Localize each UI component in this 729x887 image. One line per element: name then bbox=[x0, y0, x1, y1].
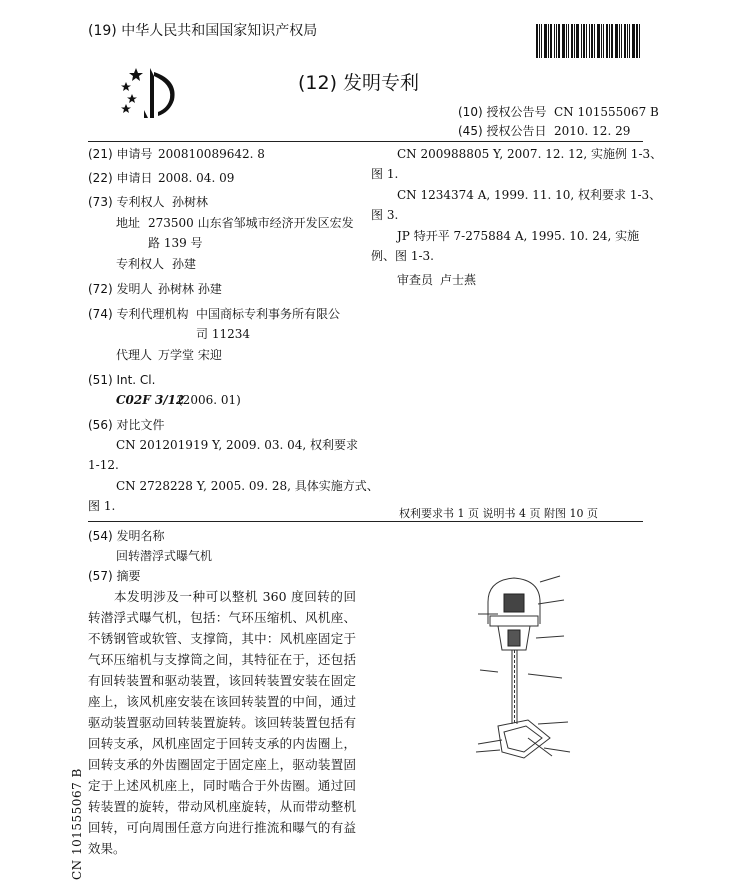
barcode-bar bbox=[603, 24, 604, 58]
side-publication-number: CN 101555067 B bbox=[70, 768, 84, 880]
barcode-bar bbox=[619, 24, 620, 58]
barcode-bar bbox=[574, 24, 575, 58]
barcode-bar bbox=[615, 24, 618, 58]
barcode-bar bbox=[571, 24, 573, 58]
examiner-label: 审查员 bbox=[397, 273, 434, 287]
motor-block bbox=[504, 594, 524, 612]
barcode-bar bbox=[591, 24, 593, 58]
page-counts: 权利要求书 1 页 说明书 4 页 附图 10 页 bbox=[399, 507, 598, 520]
reference-line: CN 201201919 Y, 2009. 03. 04, 权利要求 bbox=[116, 438, 358, 452]
barcode-bar bbox=[597, 24, 600, 58]
barcode-bar bbox=[568, 24, 569, 58]
document-type: (12) 发明专利 bbox=[298, 72, 420, 94]
barcode-bar bbox=[586, 24, 587, 58]
fan-base-rect bbox=[490, 616, 538, 626]
barcode-bar bbox=[554, 24, 555, 58]
reference-line: CN 2728228 Y, 2005. 09. 28, 具体实施方式、 bbox=[116, 479, 379, 493]
owner: 孙树林 bbox=[172, 195, 209, 209]
references-label: (56) 对比文件 bbox=[88, 418, 165, 432]
application-date: 2008. 04. 09 bbox=[158, 171, 235, 185]
barcode-bar bbox=[601, 24, 602, 58]
application-number: 200810089642. 8 bbox=[158, 147, 265, 161]
barcode-bar bbox=[581, 24, 582, 58]
barcode-bar bbox=[566, 24, 567, 58]
barcode-bar bbox=[594, 24, 595, 58]
cnipa-logo bbox=[118, 64, 190, 120]
barcode bbox=[536, 24, 642, 58]
inventors: 孙树林 孙建 bbox=[158, 282, 222, 296]
barcode-bar bbox=[562, 24, 565, 58]
barcode-bar bbox=[639, 24, 640, 58]
header-divider bbox=[88, 141, 643, 142]
barcode-bar bbox=[550, 24, 552, 58]
office-name: (19) 中华人民共和国国家知识产权局 bbox=[88, 23, 318, 39]
int-cl-year: (2006. 01) bbox=[178, 393, 241, 407]
barcode-bar bbox=[536, 24, 538, 58]
abstract-text: 本发明涉及一种可以整机 360 度回转的回转潜浮式曝气机，包括：气环压缩机、风机座、不锈钢管或软管、支撑筒，其中：风机座固定于气环压缩机与支撑筒之间，其特征在于，还包括有回转装置和驱动装置，该回转装置安装在固定座上，该风机座安装在该回转装置的中间，通过驱动装置驱动回转装置旋转。该回转装置包括有回转支承，风机座固定于回转支承的内齿圈上，回转支承的外齿圈固定于固定座上，驱动装置固定于上述风机座上，同时啮合于外齿圈。通过回转装置的旋转，带动风机座旋转，从而带动整机回转，可向周围任意方向进行推流和曝气的有益效果。 bbox=[88, 589, 356, 856]
address-label: 地址 bbox=[116, 216, 141, 230]
address-line-1: 273500 山东省邹城市经济开发区宏发 bbox=[148, 216, 354, 230]
publication-date: 2010. 12. 29 bbox=[554, 124, 631, 138]
reference-line: CN 200988805 Y, 2007. 12. 12, 实施例 1-3、 bbox=[397, 147, 663, 161]
second-owner: 孙建 bbox=[172, 257, 197, 271]
application-number-label: (21) 申请号 bbox=[88, 147, 153, 161]
publication-date-label: (45) 授权公告日 bbox=[458, 124, 547, 138]
inventor-label: (72) 发明人 bbox=[88, 282, 153, 296]
barcode-bar bbox=[621, 24, 622, 58]
agency-label: (74) 专利代理机构 bbox=[88, 307, 189, 321]
barcode-bar bbox=[556, 24, 557, 58]
barcode-bar bbox=[544, 24, 547, 58]
reference-line: 图 3. bbox=[371, 208, 399, 222]
reference-line: 图 1. bbox=[371, 167, 399, 181]
int-cl-code: C02F 3/12 bbox=[116, 393, 185, 407]
barcode-bar bbox=[636, 24, 638, 58]
barcode-bar bbox=[541, 24, 542, 58]
int-cl-label: (51) Int. Cl. bbox=[88, 373, 156, 387]
title-label: (54) 发明名称 bbox=[88, 529, 165, 543]
section-divider bbox=[88, 521, 643, 522]
barcode-bar bbox=[558, 24, 560, 58]
application-date-label: (22) 申请日 bbox=[88, 171, 153, 185]
aerator-drawing bbox=[468, 574, 592, 770]
publication-number: CN 101555067 B bbox=[554, 105, 659, 119]
barcode-bar bbox=[606, 24, 608, 58]
barcode-bar bbox=[632, 24, 635, 58]
publication-number-label: (10) 授权公告号 bbox=[458, 105, 547, 119]
agents: 万学堂 宋迎 bbox=[158, 348, 222, 362]
owner-label: (73) 专利权人 bbox=[88, 195, 165, 209]
invention-title: 回转潜浮式曝气机 bbox=[116, 549, 213, 563]
barcode-bar bbox=[589, 24, 590, 58]
barcode-bar bbox=[627, 24, 628, 58]
reference-line: 1-12. bbox=[88, 458, 119, 472]
reference-line: 图 1. bbox=[88, 499, 116, 513]
agency-line-2: 司 11234 bbox=[196, 327, 250, 341]
agent-label: 代理人 bbox=[116, 348, 153, 362]
examiner: 卢士燕 bbox=[440, 273, 477, 287]
barcode-bar bbox=[539, 24, 540, 58]
agency-line-1: 中国商标专利事务所有限公 bbox=[196, 307, 341, 321]
abstract-label: (57) 摘要 bbox=[88, 569, 141, 583]
address-line-2: 路 139 号 bbox=[148, 236, 203, 250]
barcode-bar bbox=[576, 24, 579, 58]
reference-line: 例、图 1-3. bbox=[371, 249, 434, 263]
reference-line: CN 1234374 A, 1999. 11. 10, 权利要求 1-3、 bbox=[397, 188, 662, 202]
reference-line: JP 特开平 7-275884 A, 1995. 10. 24, 实施 bbox=[397, 229, 640, 243]
barcode-bar bbox=[629, 24, 630, 58]
barcode-bar bbox=[624, 24, 626, 58]
barcode-bar bbox=[609, 24, 610, 58]
barcode-bar bbox=[583, 24, 585, 58]
barcode-bar bbox=[611, 24, 613, 58]
barcode-bar bbox=[548, 24, 549, 58]
second-owner-label: 专利权人 bbox=[116, 257, 165, 271]
